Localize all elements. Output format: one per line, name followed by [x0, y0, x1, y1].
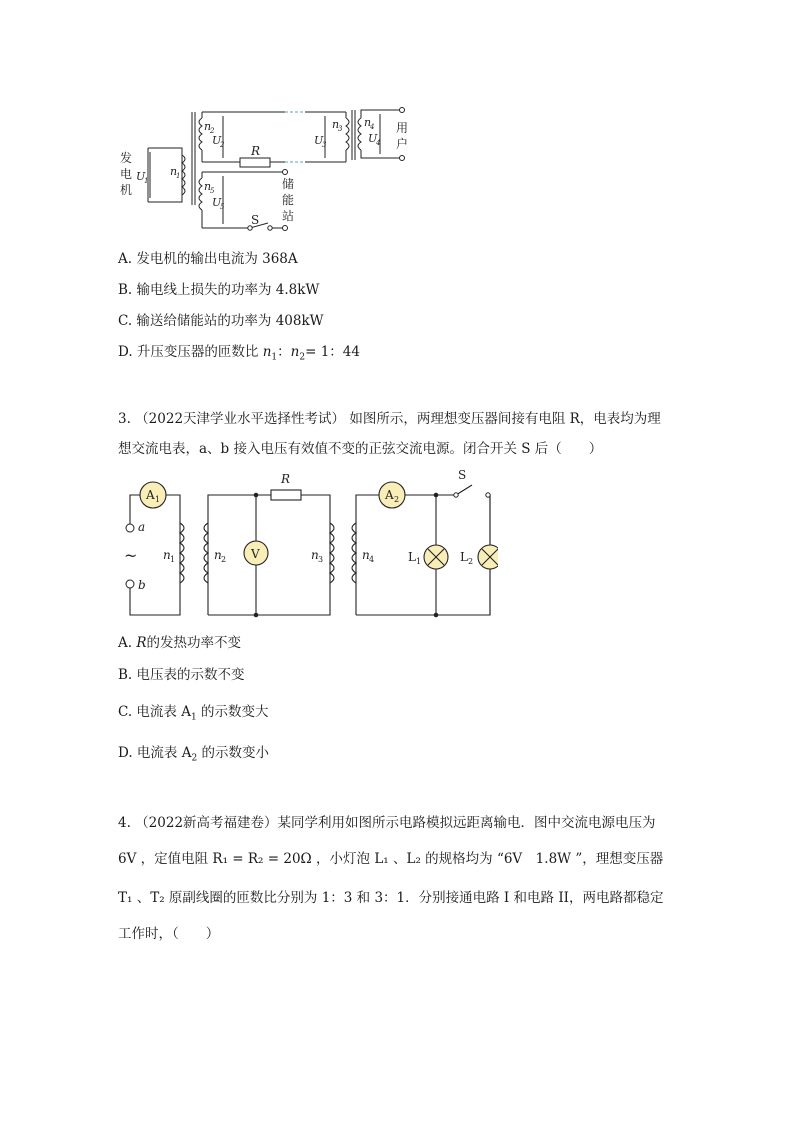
q2-option-d-n1: n: [262, 344, 272, 360]
q2-option-d-s2: 2: [299, 352, 306, 363]
q3-stem-line-2: 想交流电表，a、b 接入电压有效值不变的正弦交流电源。闭合开关 S 后（ ）: [118, 441, 603, 457]
label-generator-2: 电: [120, 167, 133, 181]
label-n5-sub: 5: [210, 187, 215, 195]
q3-option-a-text: 的发热功率不变: [146, 635, 242, 651]
label-n3-sub: 3: [318, 555, 324, 564]
q3-option-b: B. 电压表的示数不变: [118, 667, 245, 683]
q4-line-3: T₁ 、T₂ 原副线圈的匝数比分别为 1：3 和 3：1．分别接通电路 I 和电路 II，两电路都稳定: [118, 890, 664, 906]
label-R: R: [251, 144, 261, 158]
label-n2-sub: 2: [210, 127, 215, 135]
q2-option-a: A. 发电机的输出电流为 368A: [118, 251, 298, 267]
q4-line-2: 6V ，定值电阻 R₁ = R₂ = 20Ω ，小灯泡 L₁ 、L₂ 的规格均为 “6V 1.8W ”，理想变压器: [118, 851, 664, 867]
label-L1-sub: 1: [416, 557, 422, 566]
q2-option-d-colon: ：: [277, 344, 291, 360]
q3-option-c-text: 的示数变大: [196, 704, 269, 720]
label-U3-sub: 3: [322, 141, 327, 149]
q3-option-c-prefix: C. 电流表: [118, 704, 182, 720]
label-S: S: [458, 468, 467, 482]
label-U4: U: [368, 132, 378, 145]
label-V: V: [251, 547, 260, 561]
label-n1-sub: 1: [170, 555, 176, 564]
q3-option-d-sub: 2: [191, 753, 198, 764]
label-n4: n: [364, 116, 372, 129]
q3-option-d-ammeter: A: [181, 745, 192, 761]
label-n3: n: [311, 548, 319, 562]
label-U1: U: [136, 170, 146, 183]
label-U5-sub: 5: [220, 203, 225, 211]
label-storage-1: 储: [282, 177, 295, 191]
two-transformer-circuit-diagram: [118, 465, 498, 620]
label-U1-sub: 1: [144, 177, 149, 185]
q3-option-a: [118, 634, 241, 652]
label-a: a: [138, 520, 146, 534]
label-A1: A: [146, 488, 155, 502]
q2-option-b: B. 输电线上损失的功率为 4.8kW: [118, 282, 320, 298]
q4-line-1: 4. （2022新高考福建卷）某同学利用如图所示电路模拟远距离输电．图中交流电源电压为: [118, 815, 656, 831]
q3-option-c: [118, 703, 269, 727]
label-U3: U: [314, 134, 324, 147]
label-n4-sub: 4: [369, 555, 375, 564]
label-A1-sub: 1: [155, 495, 161, 504]
label-U4-sub: 4: [376, 139, 381, 147]
label-n1: n: [163, 548, 171, 562]
q3-option-a-prefix: A.: [118, 635, 137, 651]
label-U5: U: [212, 196, 222, 209]
label-storage-2: 能: [282, 193, 295, 207]
label-n5: n: [204, 180, 212, 193]
q3-option-d-prefix: D. 电流表: [118, 745, 182, 761]
label-U2-sub: 2: [220, 141, 225, 149]
label-A2-sub: 2: [394, 495, 400, 504]
label-user-2: 户: [396, 137, 409, 151]
q2-option-d: [118, 343, 360, 367]
label-L2-sub: 2: [468, 557, 474, 566]
label-n4-sub: 4: [370, 123, 375, 131]
q3-option-d-text: 的示数变小: [197, 745, 269, 761]
label-U2: U: [212, 134, 222, 147]
label-n3: n: [332, 118, 340, 131]
label-A2: A: [385, 488, 394, 502]
q2-option-d-s1: 1: [271, 352, 278, 363]
q3-option-d: [118, 744, 269, 768]
q2-option-c: C. 输送给储能站的功率为 408kW: [118, 313, 324, 329]
label-n4: n: [362, 548, 370, 562]
q3-option-c-ammeter: A: [181, 704, 191, 720]
q4-line-4: 工作时，（ ）: [118, 926, 220, 942]
label-generator-1: 发: [120, 151, 133, 165]
label-L1: L: [408, 550, 416, 564]
ac-source-icon: ~: [124, 546, 138, 565]
label-S: S: [251, 213, 260, 227]
label-b: b: [138, 578, 146, 592]
label-n2-sub: 2: [221, 555, 227, 564]
q3-stem-line-1: 3. （2022天津学业水平选择性考试） 如图所示，两理想变压器间接有电阻 R，电表均为理: [118, 411, 661, 427]
q2-option-d-suffix: = 1：44: [305, 344, 360, 360]
q2-option-d-n2: n: [290, 344, 300, 360]
label-n1: n: [170, 165, 178, 178]
label-R: R: [281, 472, 291, 486]
q2-option-d-prefix: D. 升压变压器的匝数比: [118, 344, 263, 360]
q3-option-c-sub: 1: [190, 712, 197, 723]
label-user-1: 用: [396, 121, 409, 135]
power-transmission-diagram: [110, 100, 430, 235]
label-n2: n: [204, 120, 212, 133]
label-generator-3: 机: [120, 183, 133, 197]
q3-option-a-r: R: [136, 635, 147, 651]
label-L2: L: [460, 550, 468, 564]
label-n2: n: [214, 548, 222, 562]
label-storage-3: 站: [282, 209, 295, 223]
label-n1-sub: 1: [176, 172, 181, 180]
label-n3-sub: 3: [338, 125, 343, 133]
